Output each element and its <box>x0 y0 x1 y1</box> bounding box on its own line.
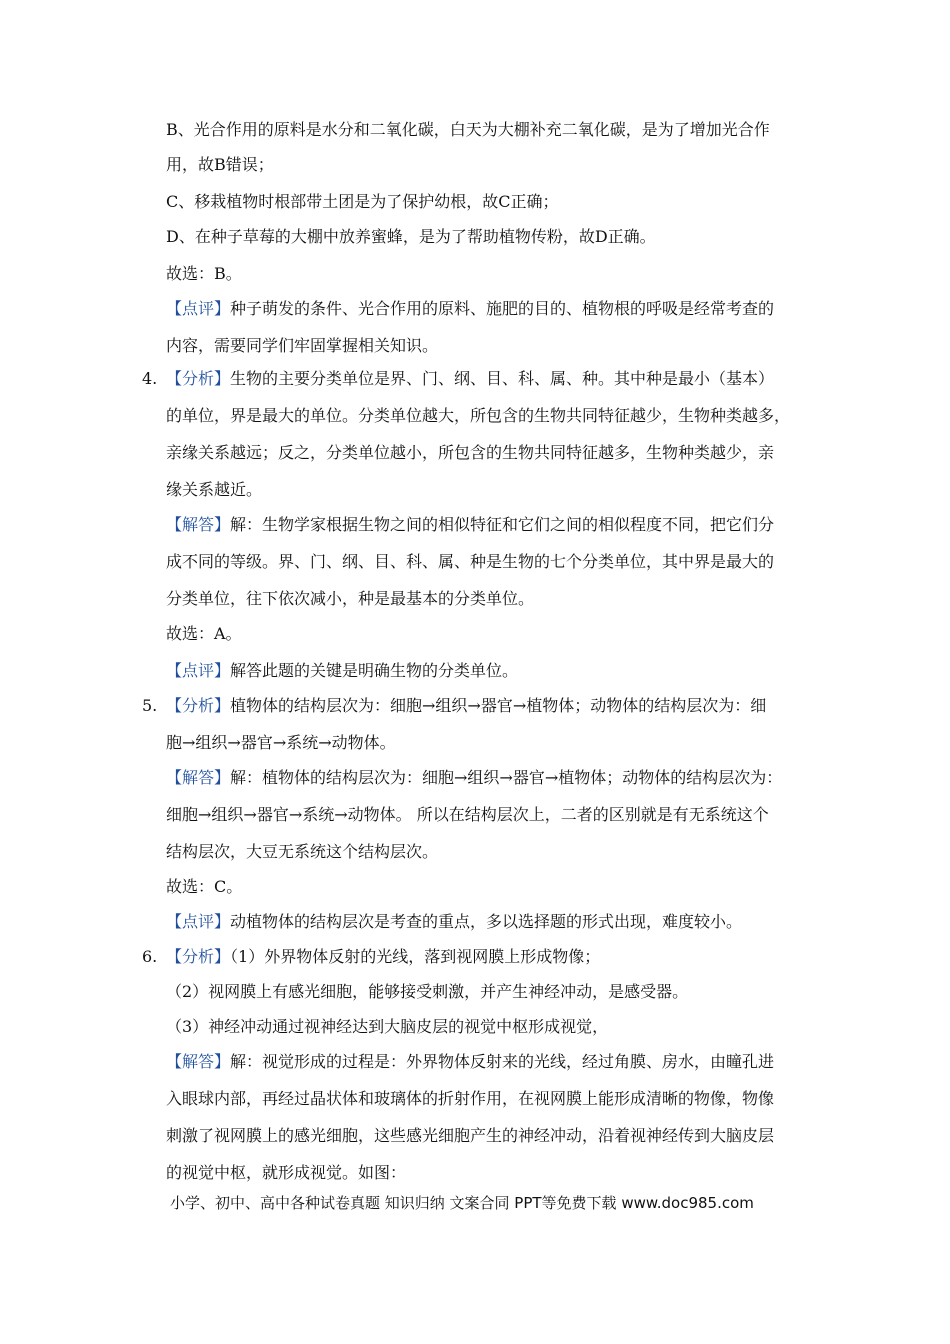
text-line: 解答此题的关键是明确生物的分类单位。 <box>230 661 519 680</box>
text-line: （3）神经冲动通过视神经达到大脑皮层的视觉中枢形成视觉， <box>166 1017 609 1036</box>
answer-line <box>166 1052 774 1072</box>
analysis-line <box>166 696 766 716</box>
text-line: 胞→组织→器官→系统→动物体。 <box>166 733 396 752</box>
text-line: B、光合作用的原料是水分和二氧化碳，白天为大棚补充二氧化碳，是为了增加光合作 <box>166 120 770 139</box>
text-line: 解：视觉形成的过程是：外界物体反射来的光线，经过角膜、房水，由瞳孔进 <box>230 1052 775 1071</box>
text-line: 入眼球内部，再经过晶状体和玻璃体的折射作用，在视网膜上能形成清晰的物像，物像 <box>166 1089 775 1108</box>
text-line: 植物体的结构层次为：细胞→组织→器官→植物体；动物体的结构层次为：细 <box>230 696 767 715</box>
text-line: （2）视网膜上有感光细胞，能够接受刺激，并产生神经冲动，是感受器。 <box>166 982 689 1001</box>
question-number: 4. <box>142 369 158 388</box>
comment-line <box>166 912 742 932</box>
analysis-label: 【分析】 <box>166 696 231 715</box>
text-line: 刺激了视网膜上的感光细胞，这些感光细胞产生的神经冲动，沿着视神经传到大脑皮层 <box>166 1126 775 1145</box>
answer-line <box>166 515 774 535</box>
text-line: 的单位，界是最大的单位。分类单位越大，所包含的生物共同特征越少，生物种类越多， <box>166 406 791 425</box>
text-line: 分类单位，往下依次减小，种是最基本的分类单位。 <box>166 589 535 608</box>
text-line: 内容，需要同学们牢固掌握相关知识。 <box>166 336 439 355</box>
text-line: 故选：B。 <box>166 264 242 283</box>
text-line: 细胞→组织→器官→系统→动物体。 所以在结构层次上，二者的区别就是有无系统这个 <box>166 805 769 824</box>
answer-label: 【解答】 <box>166 515 231 534</box>
analysis-line <box>166 947 600 967</box>
text-line: 成不同的等级。界、门、纲、目、科、属、种是生物的七个分类单位，其中界是最大的 <box>166 552 775 571</box>
comment-label: 【点评】 <box>166 299 231 318</box>
text-line: 动植物体的结构层次是考查的重点，多以选择题的形式出现，难度较小。 <box>230 912 743 931</box>
text-line: 生物的主要分类单位是界、门、纲、目、科、属、种。其中种是最小（基本） <box>230 369 775 388</box>
text-line: 种子萌发的条件、光合作用的原料、施肥的目的、植物根的呼吸是经常考查的 <box>230 299 775 318</box>
text-line: C、移栽植物时根部带土团是为了保护幼根，故C正确； <box>166 192 559 211</box>
text-line: 缘关系越近。 <box>166 480 263 499</box>
text-line: 结构层次，大豆无系统这个结构层次。 <box>166 842 439 861</box>
answer-label: 【解答】 <box>166 768 231 787</box>
question-number: 6. <box>142 947 158 966</box>
question-number: 5. <box>142 696 158 715</box>
text-line: 解：植物体的结构层次为：细胞→组织→器官→植物体；动物体的结构层次为： <box>230 768 783 787</box>
text-line: 故选：A。 <box>166 624 242 643</box>
text-line: 故选：C。 <box>166 877 243 896</box>
analysis-label: 【分析】 <box>166 369 231 388</box>
analysis-line <box>166 369 774 389</box>
answer-label: 【解答】 <box>166 1052 231 1071</box>
comment-label: 【点评】 <box>166 912 231 931</box>
text-line: （1）外界物体反射的光线，落到视网膜上形成物像； <box>230 947 601 966</box>
text-line: 亲缘关系越远；反之，分类单位越小，所包含的生物共同特征越多，生物种类越少，亲 <box>166 443 775 462</box>
analysis-label: 【分析】 <box>166 947 231 966</box>
text-line: D、在种子草莓的大棚中放养蜜蜂，是为了帮助植物传粉，故D正确。 <box>166 227 656 246</box>
answer-line <box>166 768 782 788</box>
comment-label: 【点评】 <box>166 661 231 680</box>
comment-line <box>166 299 774 319</box>
text-line: 用，故B错误； <box>166 155 274 174</box>
text-line: 解：生物学家根据生物之间的相似特征和它们之间的相似程度不同，把它们分 <box>230 515 775 534</box>
footer-text: 小学、初中、高中各种试卷真题 知识归纳 文案合同 PPT等免费下载 www.doc985.com <box>170 1194 754 1212</box>
comment-line <box>166 661 518 681</box>
text-line: 的视觉中枢，就形成视觉。如图： <box>166 1163 407 1182</box>
